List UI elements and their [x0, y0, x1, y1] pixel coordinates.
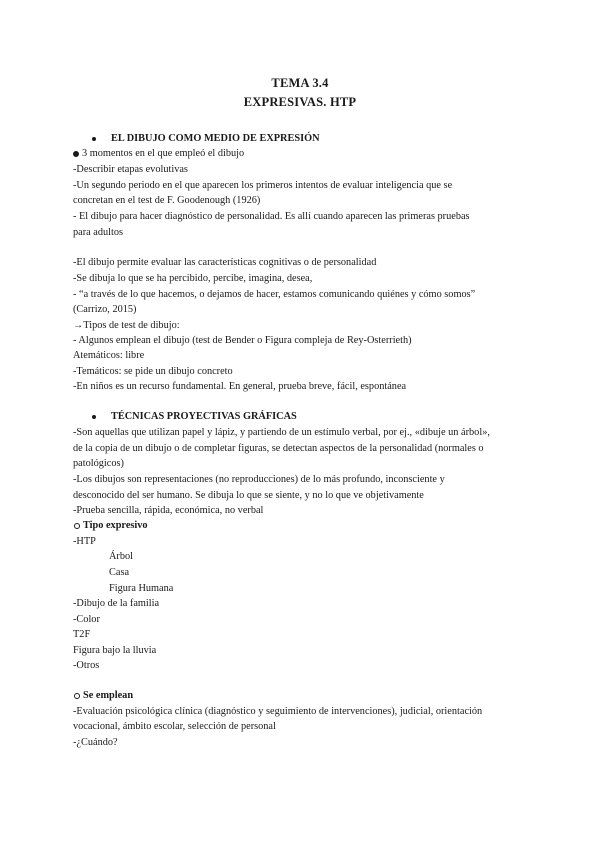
- list-item: -HTP: [73, 536, 96, 547]
- list-item: Figura bajo la lluvia: [73, 645, 157, 656]
- list-item: -¿Cuándo?: [73, 737, 118, 748]
- title-line-1: TEMA 3.4: [271, 76, 329, 90]
- section-heading-tecnicas: TÉCNICAS PROYECTIVAS GRÁFICAS: [73, 410, 297, 424]
- list-item: -Evaluación psicológica clínica (diagnóstico y seguimiento de intervenciones), judicial, orientación: [73, 706, 483, 717]
- list-item: -Temáticos: se pide un dibujo concreto: [73, 366, 233, 377]
- list-item: →Tipos de test de dibujo:: [73, 320, 180, 331]
- list-item: -El dibujo permite evaluar las características cognitivas o de personalidad: [73, 257, 377, 268]
- list-item: -En niños es un recurso fundamental. En general, prueba breve, fácil, espontánea: [73, 381, 407, 392]
- list-item: para adultos: [73, 227, 124, 238]
- list-item: vocacional, ámbito escolar, selección de personal: [73, 721, 276, 732]
- list-item: 3 momentos en el que empleó el dibujo: [73, 147, 244, 161]
- list-item: patológicos): [73, 458, 124, 469]
- list-item: desconocido del ser humano. Se dibuja lo que se siente, y no lo que ve objetivamente: [73, 490, 424, 501]
- list-item: Atemáticos: libre: [73, 350, 145, 361]
- bullet-dot-icon: [92, 137, 96, 141]
- list-item: -Son aquellas que utilizan papel y lápiz, y partiendo de un estímulo verbal, por ej., «dibuje un árbol»,: [73, 427, 490, 438]
- bullet-ring-icon: [74, 693, 80, 699]
- title-line-2: EXPRESIVAS. HTP: [243, 95, 357, 109]
- bullet-ring-icon: [74, 523, 80, 529]
- section-heading-dibujo: EL DIBUJO COMO MEDIO DE EXPRESIÓN: [73, 132, 320, 146]
- list-item: Casa: [109, 567, 130, 578]
- bullet-dot-icon: [92, 415, 96, 419]
- list-item: - El dibujo para hacer diagnóstico de personalidad. Es allí cuando aparecen las primeras pruebas: [73, 211, 470, 222]
- bullet-circle-icon: [73, 151, 79, 157]
- list-item: - “a través de lo que hacemos, o dejamos de hacer, estamos comunicando quiénes y cómo somos”: [73, 289, 476, 300]
- subheading-se-emplean: Se emplean: [73, 689, 133, 703]
- list-item: Figura Humana: [109, 583, 174, 594]
- list-item: concretan en el test de F. Goodenough (1926): [73, 195, 261, 206]
- list-item: de la copia de un dibujo o de completar figuras, se detectan aspectos de la personalidad (normales o: [73, 443, 484, 454]
- list-item: - Algunos emplean el dibujo (test de Bender o Figura compleja de Rey-Osterrieth): [73, 335, 412, 346]
- subheading-tipo-expresivo: Tipo expresivo: [73, 519, 148, 533]
- list-item: -Otros: [73, 660, 100, 671]
- list-item: (Carrizo, 2015): [73, 304, 137, 315]
- list-item: -Prueba sencilla, rápida, económica, no verbal: [73, 505, 264, 516]
- list-item: -Los dibujos son representaciones (no reproducciones) de lo más profundo, inconsciente y: [73, 474, 445, 485]
- list-item: T2F: [73, 629, 91, 640]
- list-item: -Un segundo periodo en el que aparecen los primeros intentos de evaluar inteligencia que se: [73, 180, 453, 191]
- list-item: Árbol: [109, 551, 134, 562]
- list-item: -Color: [73, 614, 100, 625]
- list-item: -Se dibuja lo que se ha percibido, percibe, imagina, desea,: [73, 273, 313, 284]
- list-item: -Describir etapas evolutivas: [73, 164, 188, 175]
- list-item: -Dibujo de la familia: [73, 598, 160, 609]
